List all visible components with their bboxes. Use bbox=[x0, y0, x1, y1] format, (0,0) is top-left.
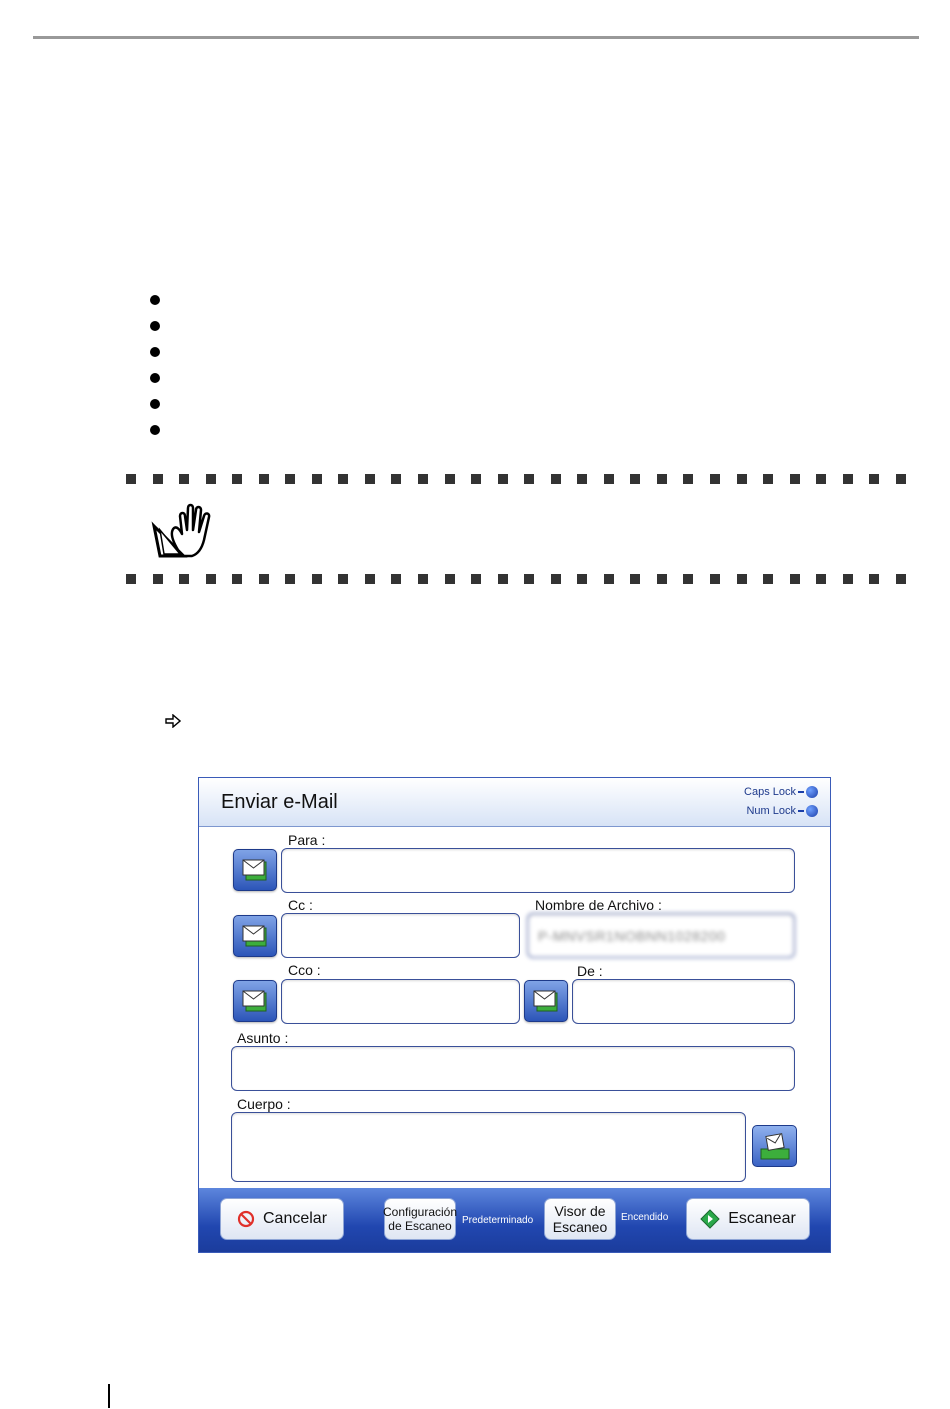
num-lock-indicator bbox=[746, 805, 818, 817]
dialog-header bbox=[199, 778, 830, 827]
caps-lock-indicator bbox=[744, 786, 818, 798]
cuerpo-label: Cuerpo : bbox=[237, 1096, 291, 1112]
scan-settings-status: Predeterminado bbox=[462, 1215, 534, 1226]
scan-settings-line1: Configuración bbox=[382, 1205, 458, 1219]
bullet bbox=[150, 295, 160, 305]
bullet bbox=[150, 425, 160, 435]
address-book-icon bbox=[240, 857, 270, 883]
arrow-right-icon bbox=[165, 714, 181, 728]
scan-diamond-icon bbox=[700, 1209, 720, 1229]
address-book-icon bbox=[240, 988, 270, 1014]
send-email-dialog bbox=[198, 777, 831, 1253]
cco-label: Cco : bbox=[288, 962, 321, 978]
num-lock-led-icon bbox=[806, 805, 818, 817]
dialog-title: Enviar e-Mail bbox=[221, 791, 338, 813]
file-name-label: Nombre de Archivo : bbox=[535, 897, 662, 913]
scan-viewer-button[interactable] bbox=[544, 1198, 616, 1240]
scan-settings-button[interactable] bbox=[384, 1198, 456, 1240]
cc-input[interactable] bbox=[281, 913, 520, 958]
cc-label: Cc : bbox=[288, 897, 313, 913]
de-input[interactable] bbox=[572, 979, 795, 1024]
note-top-border bbox=[126, 474, 906, 484]
bullet-list bbox=[150, 295, 160, 451]
scan-viewer-status: Encendido bbox=[621, 1212, 669, 1223]
top-rule bbox=[33, 36, 919, 39]
cancel-button[interactable] bbox=[220, 1198, 344, 1240]
cco-input[interactable] bbox=[281, 979, 520, 1024]
para-address-book-button[interactable] bbox=[233, 849, 277, 891]
cc-address-book-button[interactable] bbox=[233, 915, 277, 957]
page-margin-mark bbox=[108, 1384, 110, 1408]
address-book-icon bbox=[531, 988, 561, 1014]
scan-label: Escanear bbox=[728, 1210, 796, 1227]
dialog-footer bbox=[199, 1188, 830, 1252]
body-template-button[interactable] bbox=[752, 1125, 797, 1167]
cancel-icon bbox=[237, 1210, 255, 1228]
bullet bbox=[150, 321, 160, 331]
note-bottom-border bbox=[126, 574, 906, 584]
cco-address-book-button[interactable] bbox=[233, 980, 277, 1022]
scan-viewer-line1: Visor de bbox=[554, 1203, 606, 1219]
de-label: De : bbox=[577, 963, 603, 979]
scan-viewer-line2: Escaneo bbox=[552, 1219, 608, 1235]
asunto-input[interactable] bbox=[231, 1046, 795, 1091]
tray-mail-icon bbox=[758, 1131, 792, 1161]
caution-hand-icon bbox=[150, 500, 220, 558]
caps-lock-label: Caps Lock bbox=[744, 786, 796, 798]
bullet bbox=[150, 347, 160, 357]
num-lock-label: Num Lock bbox=[746, 805, 796, 817]
para-label: Para : bbox=[288, 832, 326, 848]
asunto-label: Asunto : bbox=[237, 1030, 289, 1046]
cancel-label: Cancelar bbox=[262, 1210, 328, 1227]
para-input[interactable] bbox=[281, 848, 795, 893]
bullet bbox=[150, 399, 160, 409]
scan-settings-line2: de Escaneo bbox=[388, 1219, 452, 1233]
file-name-input[interactable]: P-MNVSR1NOBNN1028200 bbox=[527, 913, 795, 958]
bullet bbox=[150, 373, 160, 383]
cuerpo-textarea[interactable] bbox=[231, 1112, 746, 1182]
scan-button[interactable] bbox=[686, 1198, 810, 1240]
de-address-book-button[interactable] bbox=[524, 980, 568, 1022]
address-book-icon bbox=[240, 923, 270, 949]
caps-lock-led-icon bbox=[806, 786, 818, 798]
